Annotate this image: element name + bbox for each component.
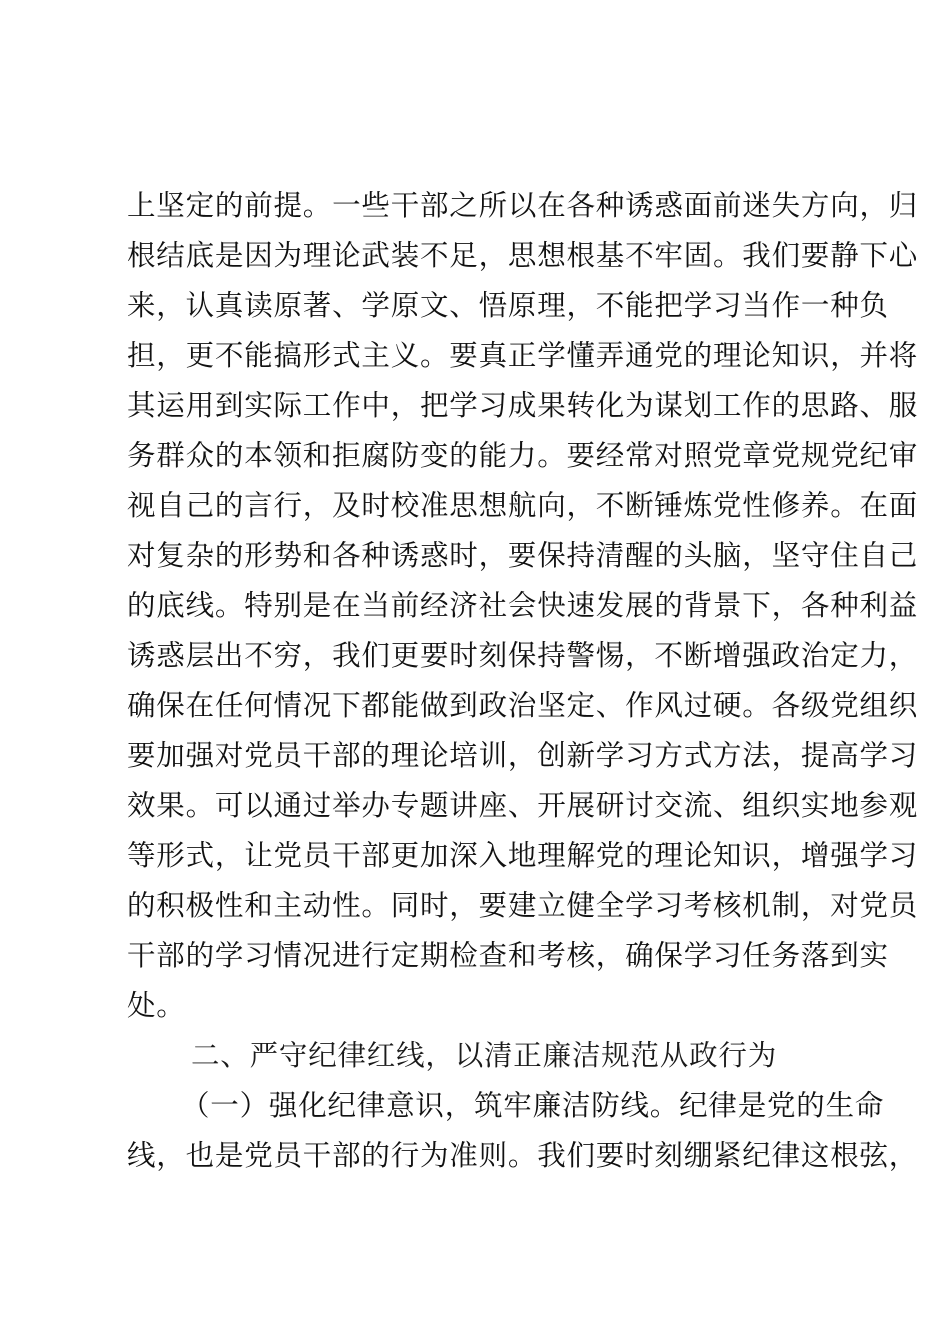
paragraph-line: 效果。可以通过举办专题讲座、开展研讨交流、组织实地参观 [127,789,919,822]
paragraph-line: 根结底是因为理论武装不足，思想根基不牢固。我们要静下心 [127,239,919,272]
paragraph-line: 其运用到实际工作中，把学习成果转化为谋划工作的思路、服 [127,389,919,422]
section-heading: 二、严守纪律红线，以清正廉洁规范从政行为 [191,1039,778,1072]
paragraph-line: 线，也是党员干部的行为准则。我们要时刻绷紧纪律这根弦， [127,1139,919,1172]
paragraph-line: 等形式，让党员干部更加深入地理解党的理论知识，增强学习 [127,839,919,872]
paragraph-line: 上坚定的前提。一些干部之所以在各种诱惑面前迷失方向，归 [127,189,919,222]
paragraph-line: 确保在任何情况下都能做到政治坚定、作风过硬。各级党组织 [127,689,919,722]
paragraph-line: 来，认真读原著、学原文、悟原理，不能把学习当作一种负 [127,289,889,322]
paragraph-line: 务群众的本领和拒腐防变的能力。要经常对照党章党规党纪审 [127,439,919,472]
document-body [127,181,919,1181]
paragraph-line: 诱惑层出不穷，我们更要时刻保持警惕，不断增强政治定力， [127,639,919,672]
paragraph-line: 处。 [127,989,186,1022]
paragraph-line: 的积极性和主动性。同时，要建立健全学习考核机制，对党员 [127,889,919,922]
paragraph-line: 的底线。特别是在当前经济社会快速发展的背景下，各种利益 [127,589,919,622]
paragraph-line: 视自己的言行，及时校准思想航向，不断锤炼党性修养。在面 [127,489,919,522]
subsection-paragraph-line: （一）强化纪律意识，筑牢廉洁防线。纪律是党的生命 [181,1089,885,1122]
paragraph-line: 要加强对党员干部的理论培训，创新学习方式方法，提高学习 [127,739,919,772]
paragraph-line: 担，更不能搞形式主义。要真正学懂弄通党的理论知识，并将 [127,339,919,372]
paragraph-line: 对复杂的形势和各种诱惑时，要保持清醒的头脑，坚守住自己 [127,539,919,572]
paragraph-line: 干部的学习情况进行定期检查和考核，确保学习任务落到实 [127,939,889,972]
